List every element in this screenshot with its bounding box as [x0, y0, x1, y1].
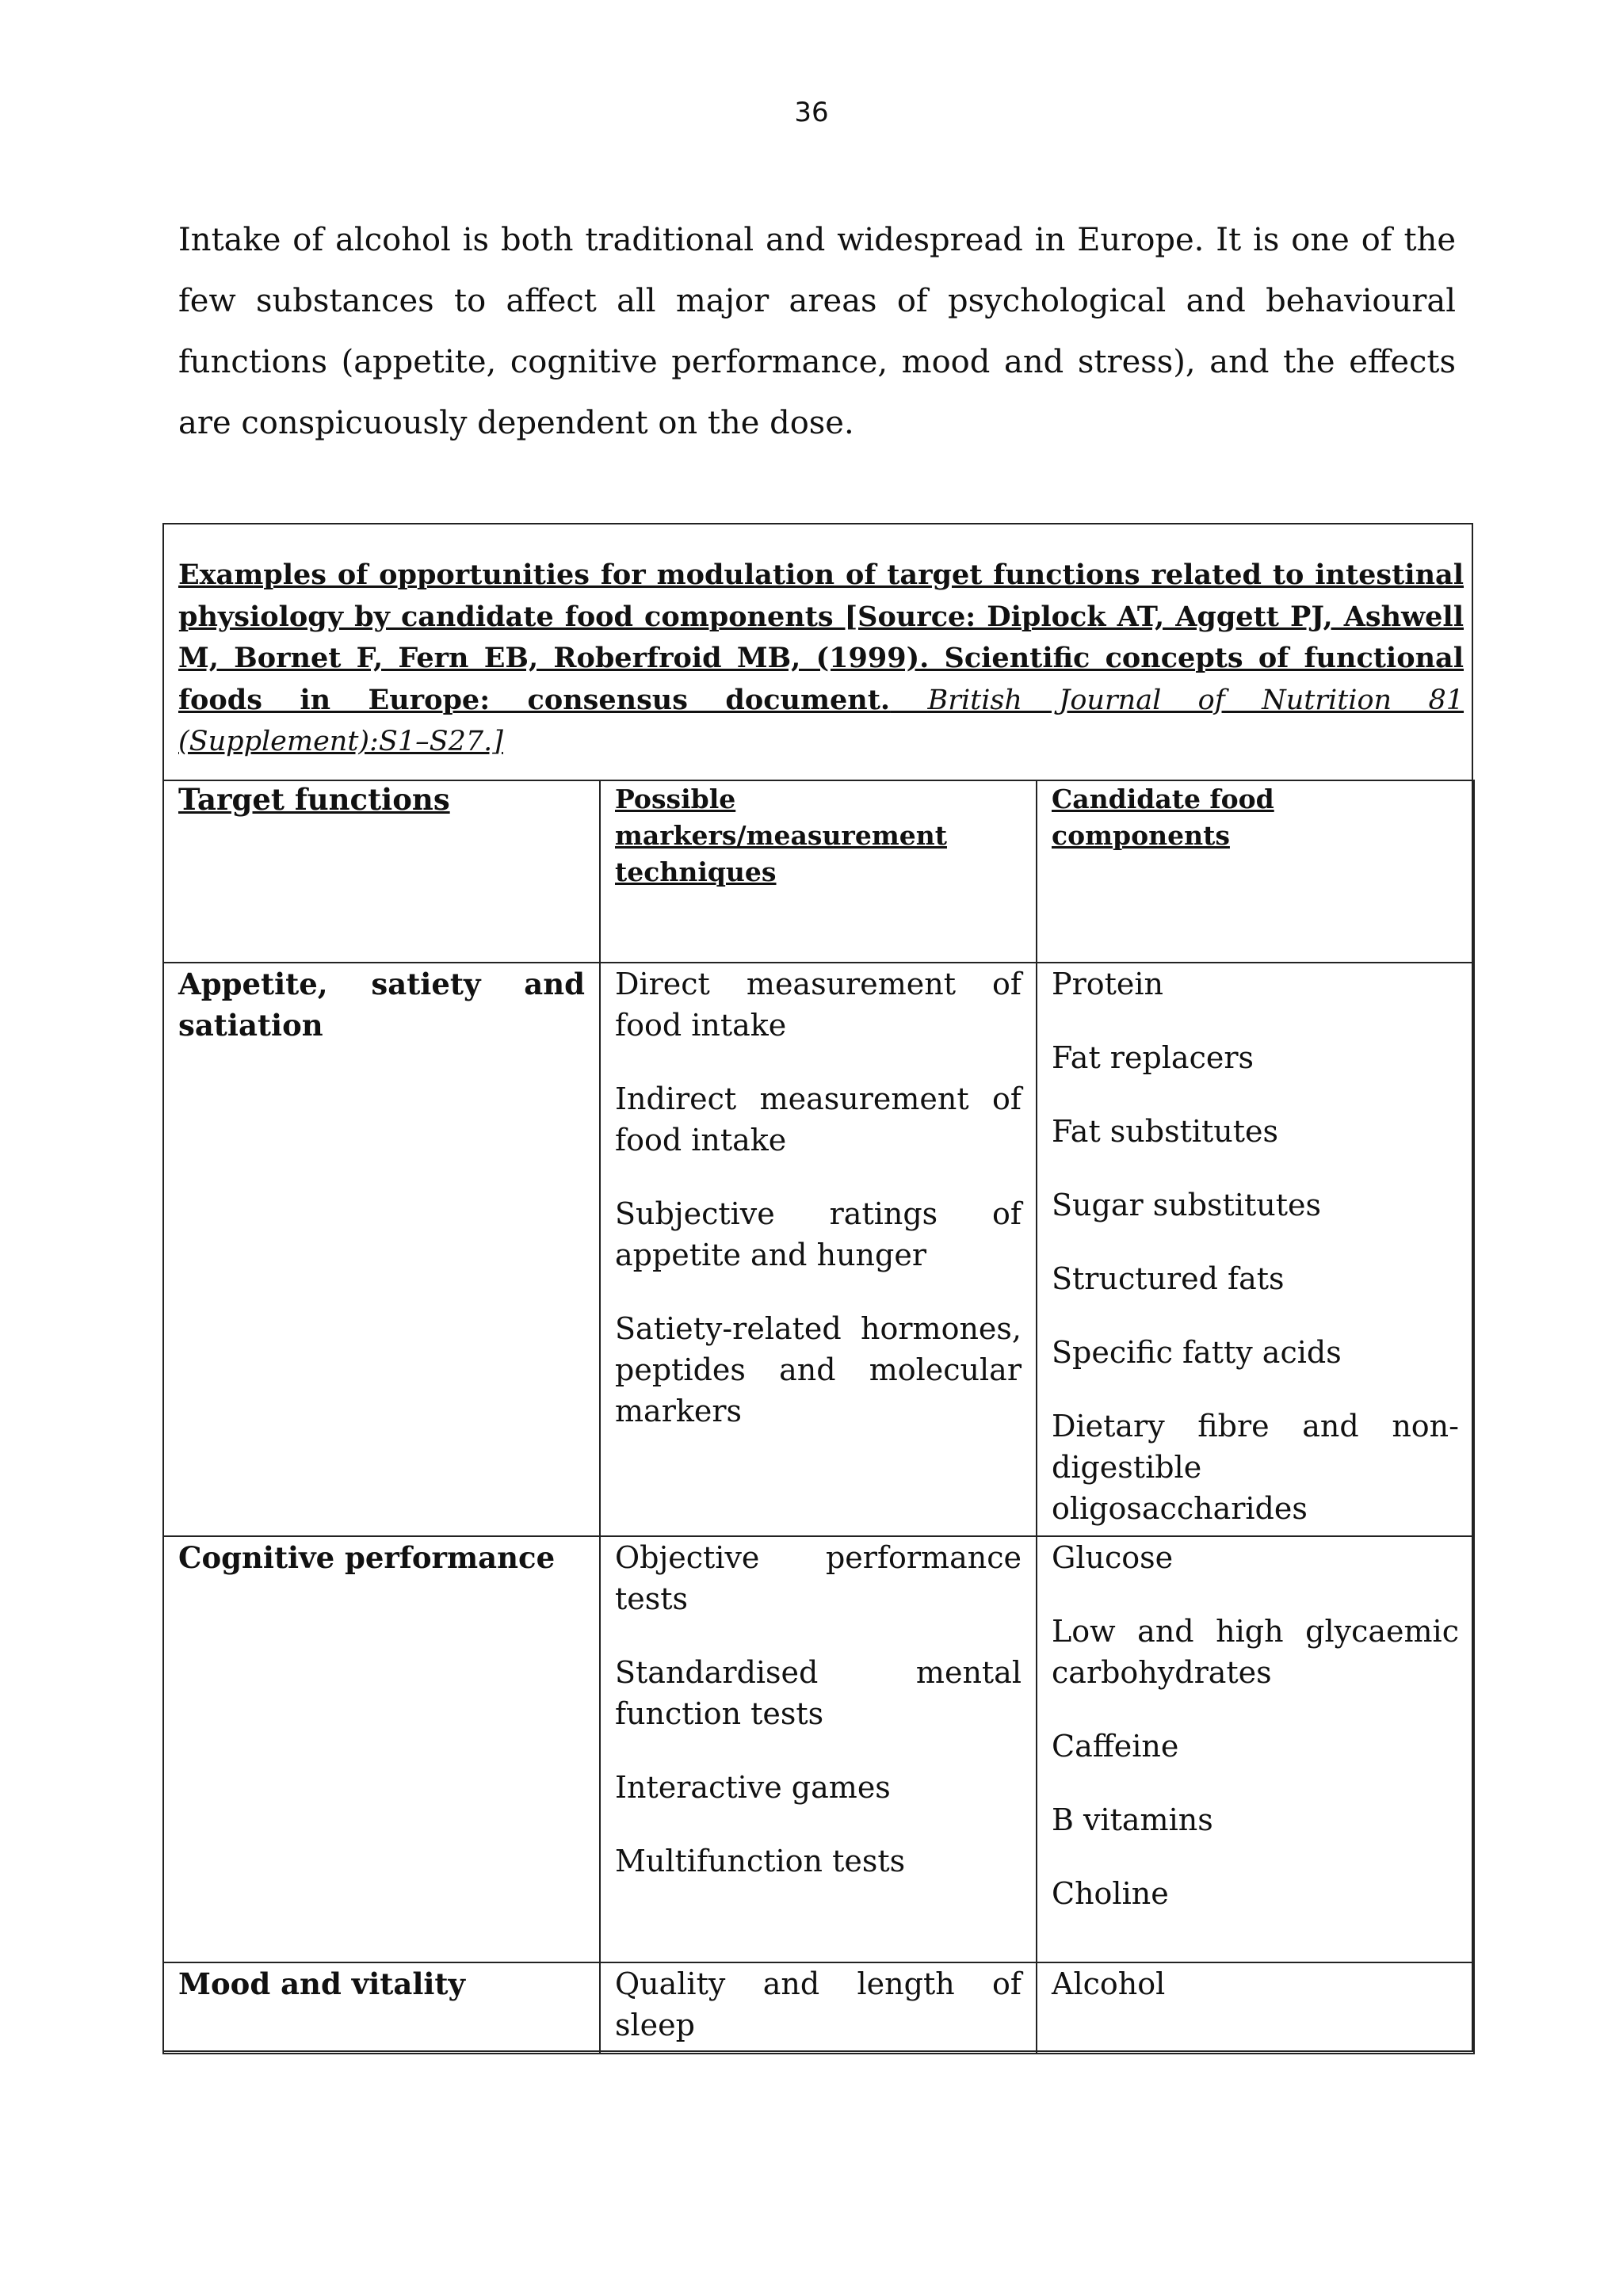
- function-cell: [163, 1962, 600, 2054]
- caption-main: Examples of opportunities for modulation of target functions related to intestinal physiology by candidate food components [Source: Diplock AT, Aggett PJ, Ashwell M, Bornet F, Fern EB, Roberfroid MB, (1999). Scientific concepts of functional foods in Europe: consensus document.: [178, 559, 1464, 716]
- marker-item: Interactive games: [615, 1770, 891, 1805]
- function-label: Cognitive performance: [178, 1540, 556, 1575]
- component-item: Sugar substitutes: [1052, 1188, 1321, 1222]
- component-item: Caffeine: [1052, 1729, 1179, 1764]
- header-cell: [1037, 780, 1474, 963]
- functions-table: [162, 780, 1475, 2054]
- marker-item: Quality and length of sleep: [615, 1966, 1022, 2042]
- intro-paragraph: Intake of alcohol is both traditional and widespread in Europe. It is one of the few substances to affect all major areas of psychological and behavioural functions (appetite, cognitive performance, mood and stress), and the effects are conspicuously dependent on the dose.: [178, 222, 1456, 441]
- marker-item: Indirect measurement of food intake: [615, 1081, 1022, 1158]
- header-markers: Possible markers/measurement techniques: [615, 784, 947, 887]
- marker-item: Objective performance tests: [615, 1540, 1022, 1616]
- function-cell: [163, 1536, 600, 1962]
- marker-item: Satiety-related hormones, peptides and molecular markers: [615, 1311, 1022, 1428]
- component-item: Alcohol: [1052, 1966, 1166, 2001]
- marker-item: Subjective ratings of appetite and hunger: [615, 1196, 1022, 1272]
- component-item: Fat replacers: [1052, 1040, 1254, 1075]
- component-item: Dietary fibre and non-digestible oligosaccharides: [1052, 1409, 1459, 1526]
- markers-cell: [600, 963, 1037, 1536]
- page-number: 36: [794, 97, 829, 128]
- components-cell: [1037, 963, 1474, 1536]
- component-item: B vitamins: [1052, 1802, 1213, 1837]
- markers-cell: [600, 1536, 1037, 1962]
- table-row: [163, 1536, 1474, 1962]
- header-cell: [600, 780, 1037, 963]
- marker-item: Standardised mental function tests: [615, 1655, 1022, 1731]
- header-cell: [163, 780, 600, 963]
- component-item: Specific fatty acids: [1052, 1335, 1342, 1370]
- components-cell: [1037, 1962, 1474, 2054]
- component-item: Choline: [1052, 1876, 1169, 1911]
- components-cell: [1037, 1536, 1474, 1962]
- function-label: Appetite, satiety and satiation: [178, 967, 585, 1043]
- table-caption: [178, 555, 1464, 763]
- marker-item: Multifunction tests: [615, 1844, 906, 1878]
- marker-item: Direct measurement of food intake: [615, 967, 1022, 1043]
- component-item: Structured fats: [1052, 1261, 1285, 1296]
- caption-journal: British Journal of Nutrition 81 (Supplement):S1–S27.]: [178, 684, 1465, 757]
- table-row: [163, 963, 1474, 1536]
- table-row: [163, 1962, 1474, 2054]
- component-item: Glucose: [1052, 1540, 1174, 1575]
- function-label: Mood and vitality: [178, 1966, 466, 2001]
- table-header-row: [163, 780, 1474, 963]
- component-item: Low and high glycaemic carbohydrates: [1052, 1614, 1459, 1690]
- function-cell: [163, 963, 600, 1536]
- header-components: Candidate food components: [1052, 784, 1274, 851]
- markers-cell: [600, 1962, 1037, 2054]
- component-item: Protein: [1052, 967, 1163, 1001]
- component-item: Fat substitutes: [1052, 1114, 1279, 1149]
- header-target-functions: Target functions: [178, 782, 450, 817]
